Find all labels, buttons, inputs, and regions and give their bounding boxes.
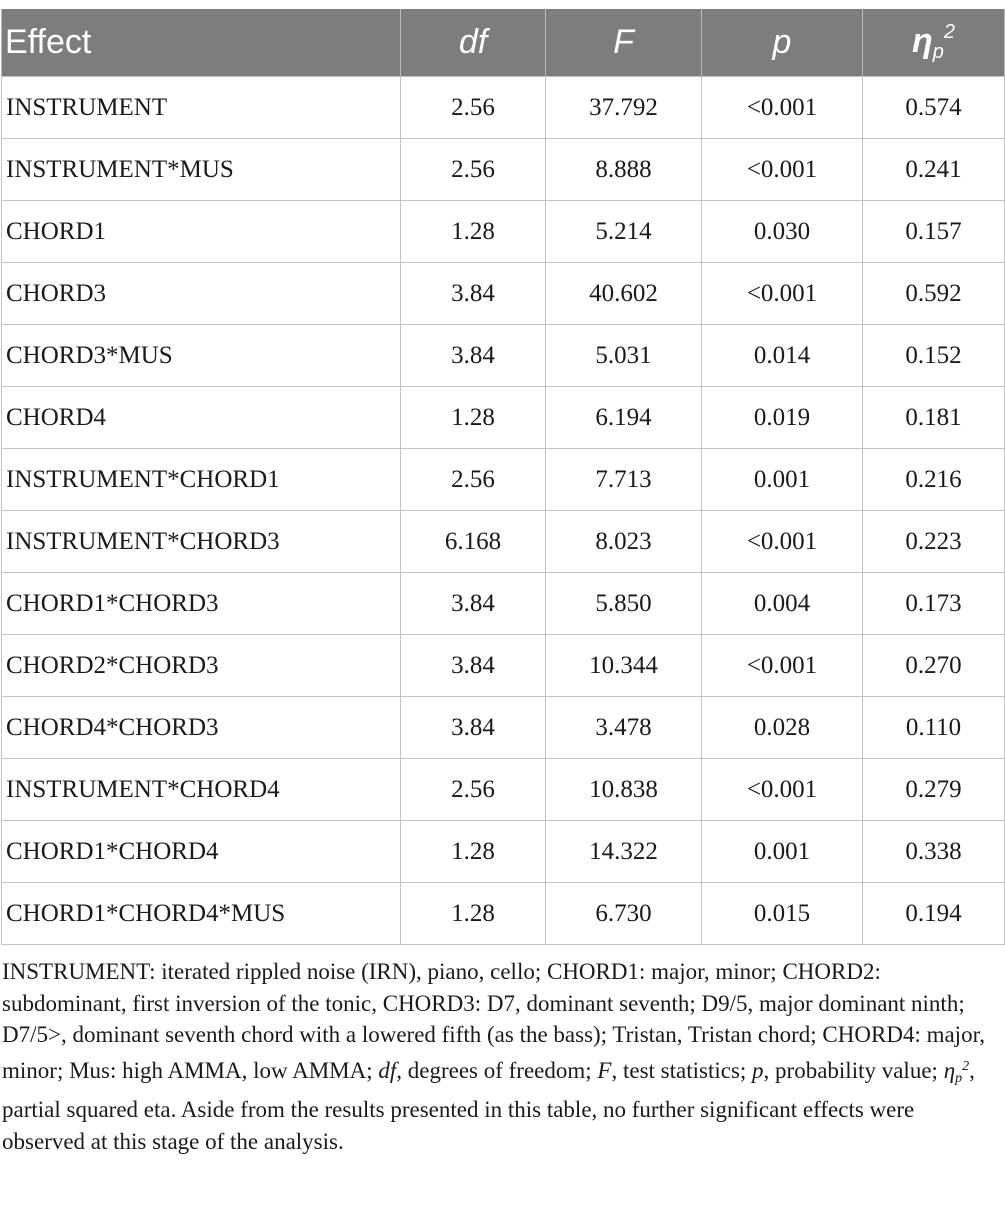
cell-f: 3.478 xyxy=(546,697,702,759)
cell-f: 14.322 xyxy=(546,821,702,883)
cell-eta: 0.152 xyxy=(863,325,1005,387)
cell-effect: INSTRUMENT*MUS xyxy=(2,139,401,201)
cell-df: 3.84 xyxy=(401,263,546,325)
table-header xyxy=(2,9,1005,77)
cell-df: 3.84 xyxy=(401,573,546,635)
cell-df: 2.56 xyxy=(401,77,546,139)
header-eta xyxy=(863,9,1005,77)
cell-f: 37.792 xyxy=(546,77,702,139)
cell-eta: 0.181 xyxy=(863,387,1005,449)
cell-f: 7.713 xyxy=(546,449,702,511)
cell-df: 1.28 xyxy=(401,387,546,449)
cell-p: <0.001 xyxy=(702,759,863,821)
header-df: df xyxy=(401,9,546,77)
footnote-text: , probability value; xyxy=(763,1057,944,1083)
table-row xyxy=(2,449,1005,511)
cell-eta: 0.194 xyxy=(863,883,1005,945)
cell-eta: 0.574 xyxy=(863,77,1005,139)
footnote-text: , partial squared eta. Aside from the results presented in this table, no further significant effects were observed at this stage of the analysis. xyxy=(2,1057,975,1154)
table-row xyxy=(2,325,1005,387)
cell-df: 1.28 xyxy=(401,201,546,263)
cell-df: 3.84 xyxy=(401,697,546,759)
header-eta-sub: p xyxy=(932,41,944,63)
cell-effect: CHORD4 xyxy=(2,387,401,449)
header-eta-symbol: η xyxy=(911,22,933,60)
cell-eta: 0.157 xyxy=(863,201,1005,263)
header-eta-sup: 2 xyxy=(943,21,956,43)
table-row xyxy=(2,635,1005,697)
table-row xyxy=(2,697,1005,759)
cell-p: 0.030 xyxy=(702,201,863,263)
cell-p: 0.028 xyxy=(702,697,863,759)
cell-df: 3.84 xyxy=(401,325,546,387)
cell-p: <0.001 xyxy=(702,77,863,139)
cell-f: 6.194 xyxy=(546,387,702,449)
table-row xyxy=(2,511,1005,573)
cell-effect: CHORD1*CHORD3 xyxy=(2,573,401,635)
cell-df: 3.84 xyxy=(401,635,546,697)
cell-df: 1.28 xyxy=(401,821,546,883)
cell-df: 6.168 xyxy=(401,511,546,573)
footnote-eta-sub: p xyxy=(955,1070,963,1086)
cell-effect: CHORD1*CHORD4 xyxy=(2,821,401,883)
cell-eta: 0.223 xyxy=(863,511,1005,573)
cell-df: 2.56 xyxy=(401,139,546,201)
header-row xyxy=(2,9,1005,77)
cell-effect: CHORD1*CHORD4*MUS xyxy=(2,883,401,945)
cell-df: 2.56 xyxy=(401,449,546,511)
footnote-df-term: df xyxy=(378,1057,397,1083)
footnote-text: , test statistics; xyxy=(611,1057,753,1083)
cell-f: 5.214 xyxy=(546,201,702,263)
header-p: p xyxy=(702,9,863,77)
cell-p: <0.001 xyxy=(702,511,863,573)
cell-df: 1.28 xyxy=(401,883,546,945)
cell-f: 10.344 xyxy=(546,635,702,697)
cell-effect: CHORD1 xyxy=(2,201,401,263)
cell-p: <0.001 xyxy=(702,263,863,325)
cell-f: 5.031 xyxy=(546,325,702,387)
cell-f: 40.602 xyxy=(546,263,702,325)
table-row xyxy=(2,77,1005,139)
table-body xyxy=(2,77,1005,945)
table-row xyxy=(2,821,1005,883)
cell-p: 0.001 xyxy=(702,821,863,883)
table-row xyxy=(2,759,1005,821)
header-effect: Effect xyxy=(2,9,401,77)
cell-p: <0.001 xyxy=(702,635,863,697)
footnote-f-term: F xyxy=(597,1057,612,1083)
footnote-p-term: p xyxy=(752,1057,764,1083)
cell-effect: INSTRUMENT*CHORD1 xyxy=(2,449,401,511)
cell-eta: 0.110 xyxy=(863,697,1005,759)
table-row xyxy=(2,201,1005,263)
cell-eta: 0.279 xyxy=(863,759,1005,821)
cell-effect: INSTRUMENT xyxy=(2,77,401,139)
header-f: F xyxy=(546,9,702,77)
cell-df: 2.56 xyxy=(401,759,546,821)
cell-effect: CHORD2*CHORD3 xyxy=(2,635,401,697)
cell-eta: 0.270 xyxy=(863,635,1005,697)
cell-effect: CHORD3 xyxy=(2,263,401,325)
cell-p: 0.014 xyxy=(702,325,863,387)
table-row xyxy=(2,573,1005,635)
table-footnote xyxy=(2,956,1002,1157)
cell-effect: INSTRUMENT*CHORD3 xyxy=(2,511,401,573)
cell-p: 0.004 xyxy=(702,573,863,635)
cell-p: 0.015 xyxy=(702,883,863,945)
cell-effect: CHORD4*CHORD3 xyxy=(2,697,401,759)
cell-f: 10.838 xyxy=(546,759,702,821)
table-row xyxy=(2,387,1005,449)
anova-results-table xyxy=(1,9,1005,945)
footnote-eta-symbol: η xyxy=(943,1057,956,1083)
cell-p: 0.001 xyxy=(702,449,863,511)
cell-f: 6.730 xyxy=(546,883,702,945)
cell-eta: 0.338 xyxy=(863,821,1005,883)
cell-f: 8.023 xyxy=(546,511,702,573)
cell-effect: CHORD3*MUS xyxy=(2,325,401,387)
table-row xyxy=(2,139,1005,201)
table-row xyxy=(2,263,1005,325)
footnote-text: INSTRUMENT: iterated rippled noise (IRN), piano, cello; CHORD1: major, minor; CHORD2: subdominant, first inversion of the tonic, CHORD3: D7, dominant seventh; D9/5, major dominant ninth; D7/5>, dominant seventh chord with a lowered fifth (as the bass); Tristan, Tristan chord; CHORD4: major, minor; Mus: high AMMA, low AMMA; xyxy=(2,959,986,1083)
table-row xyxy=(2,883,1005,945)
cell-p: 0.019 xyxy=(702,387,863,449)
cell-f: 8.888 xyxy=(546,139,702,201)
cell-eta: 0.241 xyxy=(863,139,1005,201)
footnote-eta-sup: 2 xyxy=(962,1058,970,1074)
cell-f: 5.850 xyxy=(546,573,702,635)
cell-eta: 0.216 xyxy=(863,449,1005,511)
cell-effect: INSTRUMENT*CHORD4 xyxy=(2,759,401,821)
footnote-text: , degrees of freedom; xyxy=(396,1057,598,1083)
cell-p: <0.001 xyxy=(702,139,863,201)
cell-eta: 0.592 xyxy=(863,263,1005,325)
cell-eta: 0.173 xyxy=(863,573,1005,635)
